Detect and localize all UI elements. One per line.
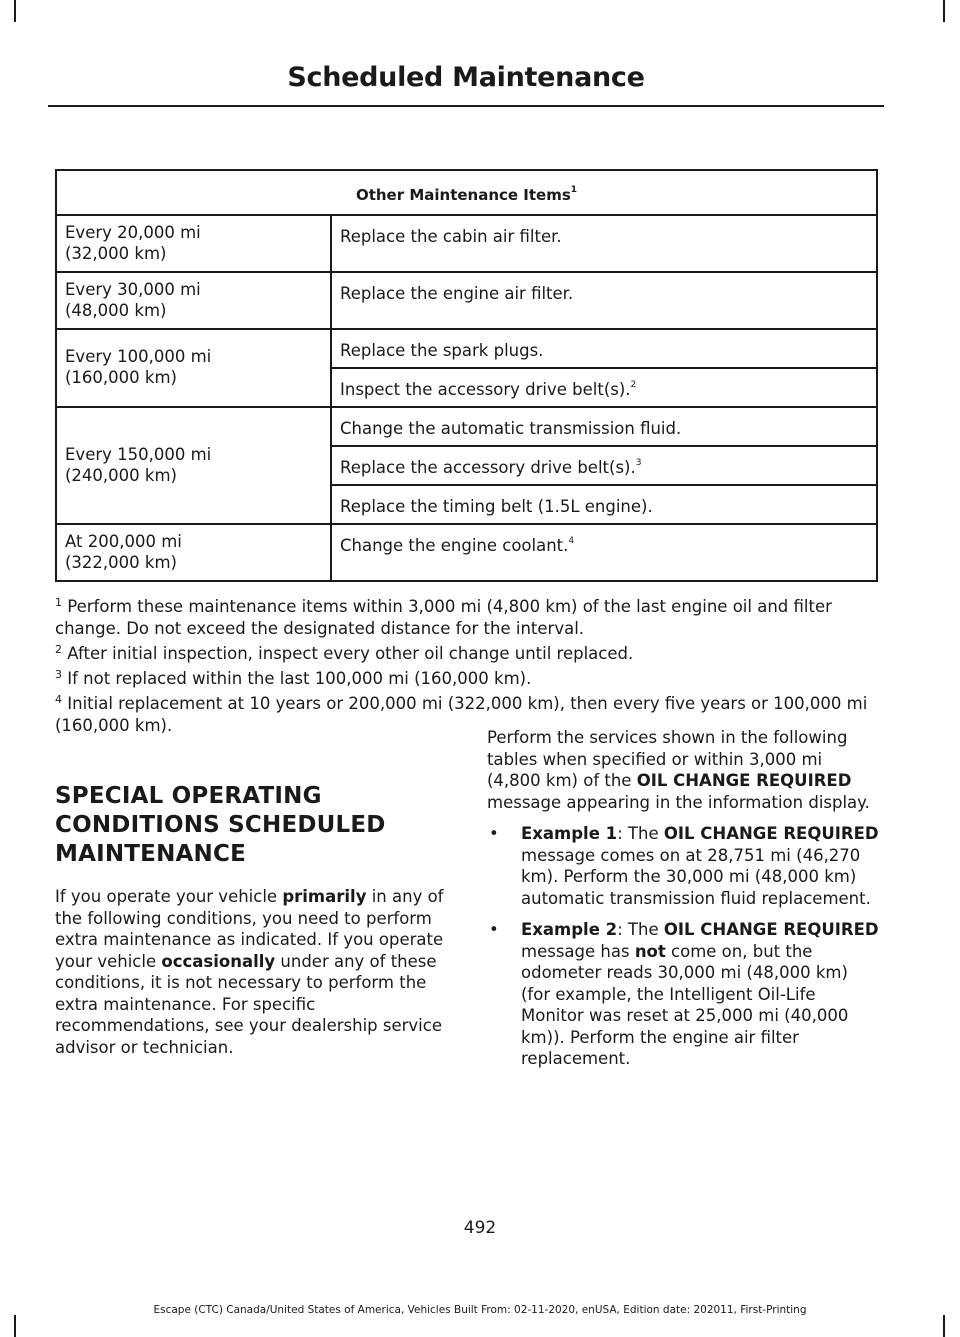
item-cell: Inspect the accessory drive belt(s).$^2$ [331,368,877,407]
maintenance-table [55,169,878,582]
table-row [56,407,877,446]
list-item: • Example 1: The OIL CHANGE REQUIRED message comes on at 28,751 mi (46,270 km). Perform the 30,000 mi (48,000 km) automatic transmission fluid replacement. [489,824,879,908]
list-item: • Example 2: The OIL CHANGE REQUIRED message has not come on, but the odometer reads 30,000 mi (48,000 km) (for example, the Intelligent Oil-Life Monitor was reset at 25,000 mi (40,000 km)). Perform the engine air filter replacement. [489,920,879,1068]
item-cell: Replace the cabin air filter. [331,215,877,272]
table-row [56,215,877,272]
crop-mark [943,0,945,22]
table-row [56,272,877,329]
item-cell: Replace the spark plugs. [331,329,877,368]
footer-text: Escape (CTC) Canada/United States of America, Vehicles Built From: 02-11-2020, enUSA, Edition date: 202011, First-Printing [153,1304,807,1316]
item-cell: Replace the engine air filter. [331,272,877,329]
item-cell: Change the automatic transmission fluid. [331,407,877,446]
footnote-ref: 3 [635,458,642,468]
page-number: 492 [463,1218,497,1238]
interval-cell: Every 150,000 mi (240,000 km) [56,407,331,524]
footnote: $^4$ Initial replacement at 10 years or 200,000 mi (322,000 km), then every five years or 100,000 mi (160,000 km). [55,693,868,735]
left-column [55,782,447,1058]
interval-cell: Every 100,000 mi (160,000 km) [56,329,331,407]
table-title: Other Maintenance Items$^1$ [56,170,877,215]
section-paragraph: If you operate your vehicle primarily in any of the following conditions, you need to perform extra maintenance as indicated. If you operate your vehicle occasionally under any of these conditions, it is not necessary to perform the extra maintenance. For specific recommendations, see your dealership service advisor or technician. [55,887,444,1057]
page-title: Scheduled Maintenance [287,62,645,93]
crop-mark [943,1315,945,1337]
header-rule [48,105,884,107]
right-column [487,727,880,1080]
item-cell: Change the engine coolant.$^4$ [331,524,877,581]
bullet: • [489,824,499,843]
interval-cell: Every 30,000 mi (48,000 km) [56,272,331,329]
example-list [487,823,880,1070]
item-cell: Replace the timing belt (1.5L engine). [331,485,877,524]
interval-cell: Every 20,000 mi (32,000 km) [56,215,331,272]
footnote: $^3$ If not replaced within the last 100,000 mi (160,000 km). [55,668,532,688]
table-row [56,329,877,368]
interval-cell: At 200,000 mi (322,000 km) [56,524,331,581]
footnote: $^2$ After initial inspection, inspect every other oil change until replaced. [55,643,634,663]
section-heading: SPECIAL OPERATING CONDITIONS SCHEDULED MAINTENANCE [55,783,386,867]
footnote-ref: 1 [570,185,578,195]
item-cell: Replace the accessory drive belt(s).$^3$ [331,446,877,485]
crop-mark [14,1315,16,1337]
footnotes [55,596,881,740]
footnote: $^1$ Perform these maintenance items within 3,000 mi (4,800 km) of the last engine oil and filter change. Do not exceed the designated distance for the interval. [55,596,832,638]
footnote-ref: 4 [568,536,575,546]
crop-mark [14,0,16,22]
intro-paragraph: Perform the services shown in the following tables when specified or within 3,000 mi (4,800 km) of the OIL CHANGE REQUIRED message appearing in the information display. [487,728,870,812]
footnote-ref: 2 [630,380,637,390]
table-row [56,524,877,581]
bullet: • [489,920,499,939]
